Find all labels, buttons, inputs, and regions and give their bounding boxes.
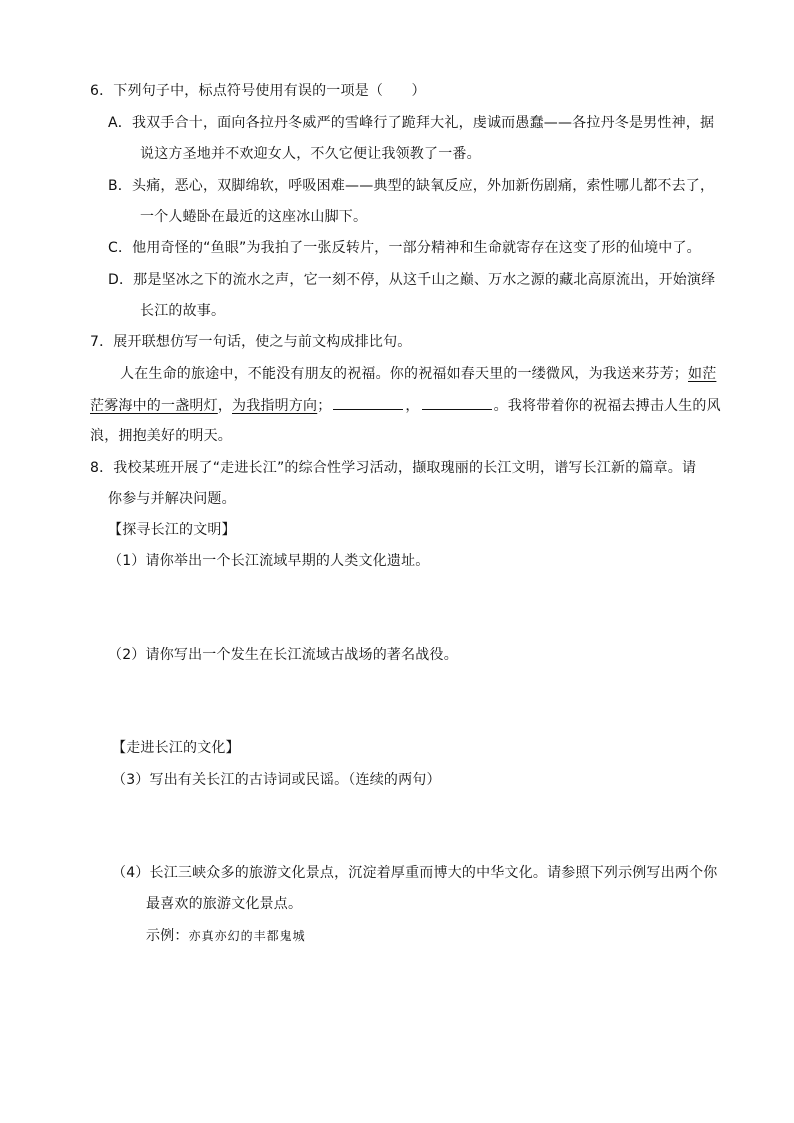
q7-underlined-example: 茫雾海中的一盏明灯: [90, 398, 218, 414]
q8-section-heading-2: 【走进长江的文化】: [112, 740, 240, 756]
q7-passage-line1: [120, 364, 716, 384]
q8-example-text: 亦真亦幻的丰都鬼城: [188, 929, 306, 943]
q7-punct: ，: [405, 398, 420, 414]
q7-passage-line2: [90, 395, 721, 416]
q7-punct: ，: [217, 398, 233, 414]
q7-passage-text: 。我将带着你的祝福去搏击人生的风: [493, 398, 721, 414]
q6-option-a-line1: A．我双手合十，面向各拉丹冬威严的雪峰行了跪拜大礼，虔诚而愚蠢——各拉丹冬是男性神，据: [108, 115, 715, 131]
q7-passage-line3: 浪，拥抱美好的明天。: [90, 428, 232, 444]
q6-option-d-line2: 长江的故事。: [140, 303, 226, 319]
q8-subquestion-3: （3）写出有关长江的古诗词或民谣。（连续的两句）: [112, 772, 441, 788]
q7-answer-blank-2[interactable]: [422, 395, 492, 410]
q7-passage-text: 人在生命的旅途中，不能没有朋友的祝福。你的祝福如春天里的一缕微风，为我送来芬芳；: [120, 366, 688, 382]
q6-option-d-line1: D．那是坚冰之下的流水之声，它一刻不停，从这千山之巅、万水之源的藏北高原流出，开始演绎: [108, 272, 716, 288]
q6-stem: 6．下列句子中，标点符号使用有误的一项是（ ）: [90, 83, 426, 99]
q8-subquestion-1: （1）请你举出一个长江流域早期的人类文化遗址。: [108, 553, 430, 569]
q7-answer-blank-1[interactable]: [333, 395, 403, 410]
q8-subquestion-4-line2: 最喜欢的旅游文化景点。: [146, 896, 303, 912]
q8-stem-line2: 你参与并解决问题。: [108, 491, 236, 507]
q8-subquestion-2: （2）请你写出一个发生在长江流域古战场的著名战役。: [108, 647, 458, 663]
q8-example-label: 示例：: [146, 928, 189, 944]
q6-option-a-line2: 说这方圣地并不欢迎女人，不久它便让我领教了一番。: [140, 146, 481, 162]
q8-stem-line1: 8．我校某班开展了“走进长江”的综合性学习活动，撷取瑰丽的长江文明，谱写长江新的篇章。请: [90, 460, 697, 476]
q6-option-b-line1: B．头痛，恶心，双脚绵软，呼吸困难——典型的缺氧反应，外加新伤剧痛，索性哪儿都不去了，: [108, 178, 715, 194]
q8-example: [146, 926, 306, 946]
q7-punct: ；: [317, 398, 332, 414]
q7-underlined-example: 如茫: [688, 366, 717, 382]
q8-subquestion-4-line1: （4）长江三峡众多的旅游文化景点，沉淀着厚重而博大的中华文化。请参照下列示例写出两个你: [112, 865, 718, 881]
q8-section-heading-1: 【探寻长江的文明】: [108, 522, 236, 538]
q7-underlined-example: 为我指明方向: [232, 398, 318, 414]
q7-stem: 7．展开联想仿写一句话，使之与前文构成排比句。: [90, 334, 412, 350]
q6-option-c: C．他用奇怪的“鱼眼”为我拍了一张反转片，一部分精神和生命就寄存在这变了形的仙境中了。: [108, 240, 701, 256]
q6-option-b-line2: 一个人蜷卧在最近的这座冰山脚下。: [140, 209, 368, 225]
